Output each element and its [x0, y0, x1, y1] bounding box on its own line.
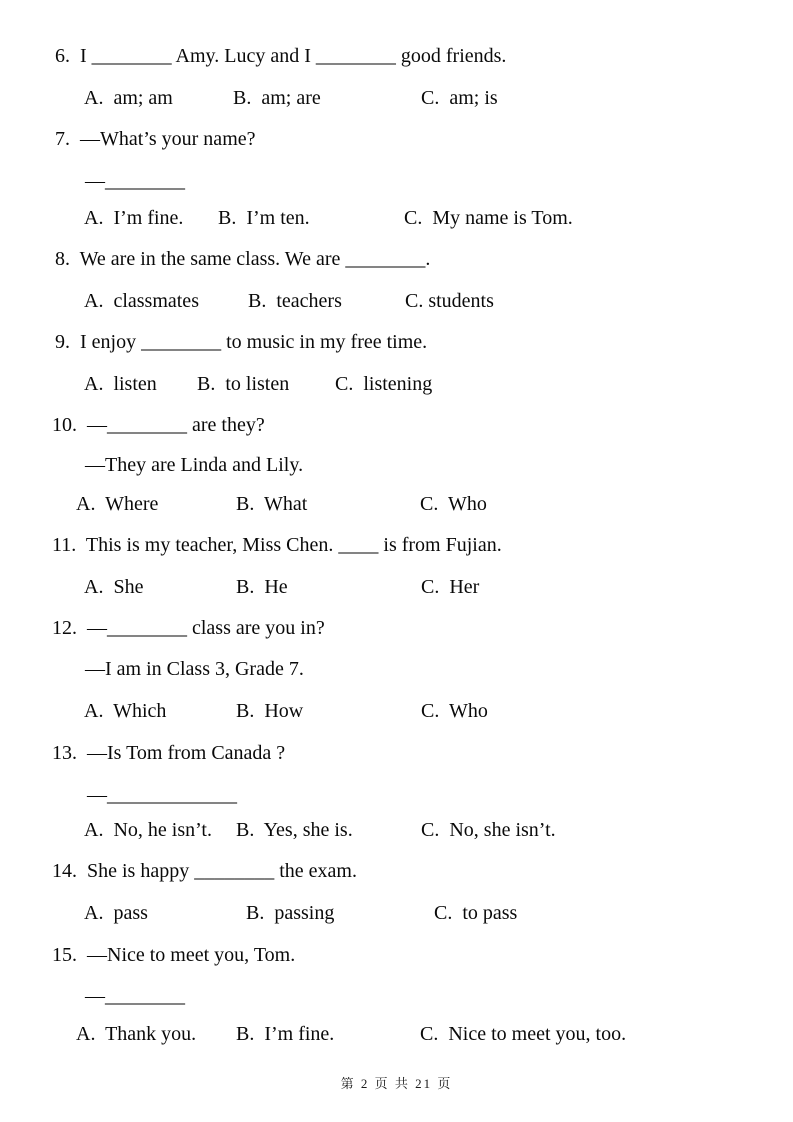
q10-options	[0, 493, 793, 515]
q13-option-a: A. No, he isn’t.	[84, 819, 212, 841]
q6-option-a: A. am; am	[84, 87, 173, 109]
q10-option-a: A. Where	[76, 493, 159, 515]
q8-option-a: A. classmates	[84, 290, 199, 312]
q14-option-c: C. to pass	[434, 902, 518, 924]
q9-option-b: B. to listen	[197, 373, 290, 395]
q14-option-a: A. pass	[84, 902, 148, 924]
q15-option-c: C. Nice to meet you, too.	[420, 1023, 627, 1045]
q12-reply: —I am in Class 3, Grade 7.	[85, 658, 304, 680]
q6-stem: 6. I ________ Amy. Lucy and I ________ good friends.	[55, 45, 507, 67]
q15-option-a: A. Thank you.	[76, 1023, 197, 1045]
q13-options	[0, 819, 793, 841]
q6-options	[0, 87, 793, 109]
q9-option-c: C. listening	[335, 373, 433, 395]
q7-option-a: A. I’m fine.	[84, 207, 184, 229]
q10-reply: —They are Linda and Lily.	[85, 454, 304, 476]
q11-stem: 11. This is my teacher, Miss Chen. ____ is from Fujian.	[52, 534, 502, 556]
q8-options	[0, 290, 793, 312]
q9-option-a: A. listen	[84, 373, 157, 395]
q13-option-b: B. Yes, she is.	[236, 819, 353, 841]
q8-stem: 8. We are in the same class. We are ________.	[55, 248, 431, 270]
q13-reply: —_____________	[87, 784, 237, 806]
q11-options	[0, 576, 793, 598]
q15-stem: 15. —Nice to meet you, Tom.	[52, 944, 296, 966]
q10-option-b: B. What	[236, 493, 308, 515]
q13-option-c: C. No, she isn’t.	[421, 819, 556, 841]
q15-reply: —________	[85, 985, 185, 1007]
q8-option-c: C. students	[405, 290, 494, 312]
q14-options	[0, 902, 793, 924]
q15-option-b: B. I’m fine.	[236, 1023, 335, 1045]
q14-stem: 14. She is happy ________ the exam.	[52, 860, 357, 882]
q6-option-c: C. am; is	[421, 87, 498, 109]
q11-option-a: A. She	[84, 576, 144, 598]
q7-stem: 7. —What’s your name?	[55, 128, 256, 150]
q7-option-c: C. My name is Tom.	[404, 207, 573, 229]
q12-stem: 12. —________ class are you in?	[52, 617, 325, 639]
q6-option-b: B. am; are	[233, 87, 321, 109]
q9-stem: 9. I enjoy ________ to music in my free time.	[55, 331, 428, 353]
q9-options	[0, 373, 793, 395]
q7-options	[0, 207, 793, 229]
q7-reply: —________	[85, 170, 185, 192]
q12-options	[0, 700, 793, 722]
q8-option-b: B. teachers	[248, 290, 342, 312]
q7-option-b: B. I’m ten.	[218, 207, 310, 229]
q11-option-b: B. He	[236, 576, 288, 598]
q12-option-a: A. Which	[84, 700, 167, 722]
q10-stem: 10. —________ are they?	[52, 414, 265, 436]
page-number-footer: 第 2 页 共 21 页	[340, 1076, 453, 1091]
q13-stem: 13. —Is Tom from Canada ?	[52, 742, 286, 764]
q14-option-b: B. passing	[246, 902, 335, 924]
q10-option-c: C. Who	[420, 493, 487, 515]
q12-option-b: B. How	[236, 700, 304, 722]
q11-option-c: C. Her	[421, 576, 480, 598]
q15-options	[0, 1023, 793, 1045]
q12-option-c: C. Who	[421, 700, 488, 722]
